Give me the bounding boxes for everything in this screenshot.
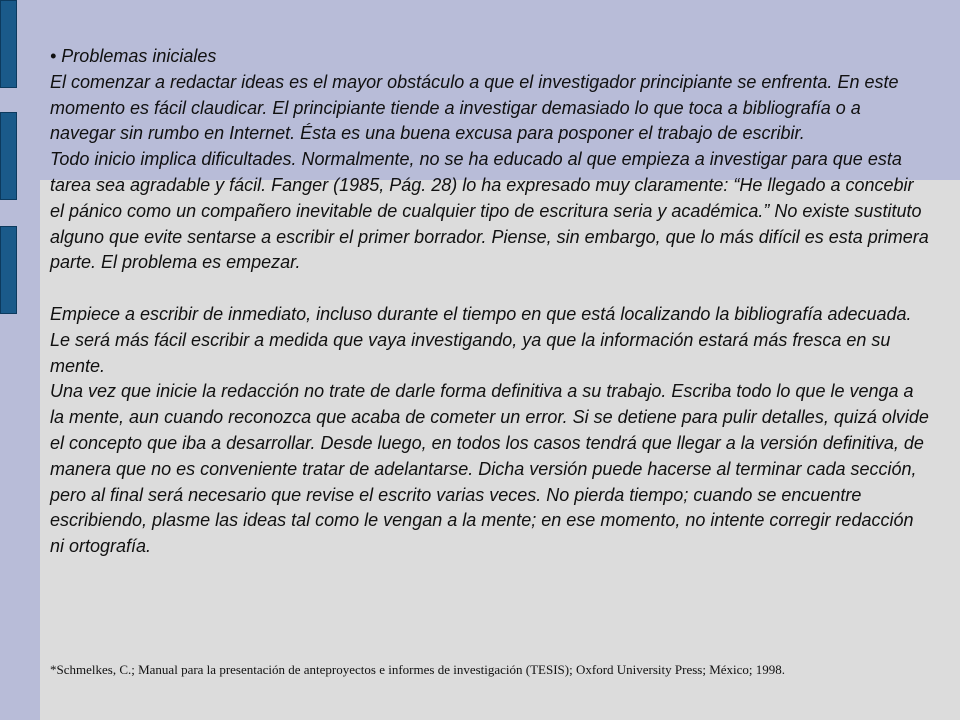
accent-bar-top bbox=[0, 0, 17, 88]
paragraph-gap bbox=[50, 276, 930, 302]
paragraph-1: El comenzar a redactar ideas es el mayor obstáculo a que el investigador principiante se enfrenta. En este momento es fácil claudicar. El principiante tiende a investigar demasiado lo que toca a bibliografía o a navegar sin rumbo en Internet. Ésta es una buena excusa para posponer el trabajo de escribir. bbox=[50, 71, 899, 144]
paragraph-4: Una vez que inicie la redacción no trate de darle forma definitiva a su trabajo. Escriba todo lo que le venga a la mente, aun cuando reconozca que acaba de cometer un error. Si se detiene para pulir detalles, quizá olvide el concepto que iba a desarrollar. Desde luego, en todos los casos tendrá que llegar a la versión definitiva, de manera que no es conveniente tratar de adelantarse. Dicha versión puede hacerse al terminar cada sección, pero al final será necesario que revise el escrito varias veces. No pierda tiempo; cuando se encuentre escribiendo, plasme las ideas tal como le vengan a la mente; en ese momento, no intente corregir redacción ni ortografía. bbox=[50, 381, 929, 557]
accent-bar-bottom bbox=[0, 226, 17, 314]
slide-body bbox=[50, 44, 930, 560]
slide-heading: • Problemas iniciales bbox=[50, 46, 217, 66]
accent-bar-middle bbox=[0, 112, 17, 200]
reference-citation: *Schmelkes, C.; Manual para la presentación de anteproyectos e informes de investigación (TESIS); Oxford University Press; México; 1998. bbox=[50, 662, 786, 677]
paragraph-2: Todo inicio implica dificultades. Normalmente, no se ha educado al que empieza a investigar para que esta tarea sea agradable y fácil. Fanger (1985, Pág. 28) lo ha expresado muy claramente: “He llegado a concebir el pánico como un compañero inevitable de cualquier tipo de escritura seria y académica.” No existe sustituto alguno que evite sentarse a escribir el primer borrador. Piense, sin embargo, que lo más difícil es esta primera parte. El problema es empezar. bbox=[50, 149, 929, 273]
paragraph-3: Empiece a escribir de inmediato, incluso durante el tiempo en que está localizando la bibliografía adecuada. Le será más fácil escribir a medida que vaya investigando, ya que la información estará más fresca en su mente. bbox=[50, 303, 912, 376]
